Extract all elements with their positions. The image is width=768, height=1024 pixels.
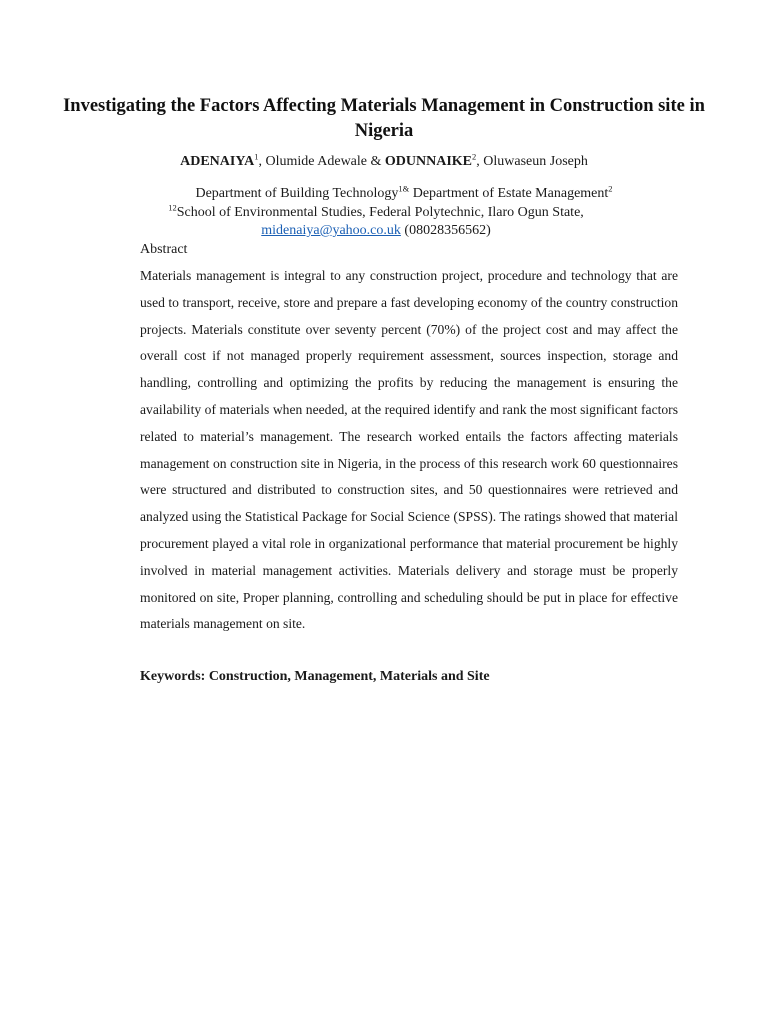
author1-surname: ADENAIYA — [180, 154, 255, 169]
author2-superscript: 2 — [472, 151, 477, 162]
author1-given-name: , Olumide Adewale & — [258, 154, 385, 169]
affiliation2-superscript: 2 — [608, 183, 613, 194]
author2-surname: ODUNNAIKE — [384, 154, 473, 169]
phone-number: (08028356562) — [400, 223, 491, 238]
author1-superscript: 1 — [254, 151, 259, 162]
affiliation1-building-technology: Department of Building Technology — [195, 186, 399, 201]
affiliation1-estate-management: Department of Estate Management — [409, 186, 609, 201]
author-line — [60, 152, 708, 172]
affiliation-school — [52, 203, 700, 222]
keywords-line: Keywords: Construction, Management, Materials and Site — [140, 669, 490, 684]
affiliation-departments — [80, 184, 728, 203]
contact-line — [52, 221, 700, 240]
school-name: School of Environmental Studies, Federal Polytechnic, Ilaro Ogun State, — [176, 205, 584, 220]
affiliation1-superscript: 1& — [398, 183, 410, 194]
email-link[interactable]: midenaiya@yahoo.co.uk — [261, 223, 401, 238]
paper-title: Investigating the Factors Affecting Materials Management in Construction site in Nigeria — [63, 96, 705, 141]
abstract-body: Materials management is integral to any construction project, procedure and technology that are used to transport, receive, store and prepare a fast developing economy of the country construction projects. Materials constitute over seventy percent (70%) of the project cost and may affect the overall cost if not managed properly requirement assessment, sources inspection, storage and handling, controlling and optimizing the profits by reducing the management is ensuring the availability of materials when needed, at the required identify and rank the most significant factors related to material’s management. The research worked entails the factors affecting materials management on construction site in Nigeria, in the process of this research work 60 questionnaires were structured and distributed to construction sites, and 50 questionnaires were retrieved and analyzed using the Statistical Package for Social Science (SPSS). The ratings showed that material procurement played a vital role in organizational performance that material procurement be highly involved in material management activities. Materials delivery and storage must be properly monitored on site, Proper planning, controlling and scheduling should be put in place for effective materials management on site. — [140, 268, 678, 632]
author2-given-name: , Oluwaseun Joseph — [476, 154, 588, 169]
abstract-heading: Abstract — [140, 242, 188, 257]
school-superscript: 12 — [168, 202, 177, 213]
